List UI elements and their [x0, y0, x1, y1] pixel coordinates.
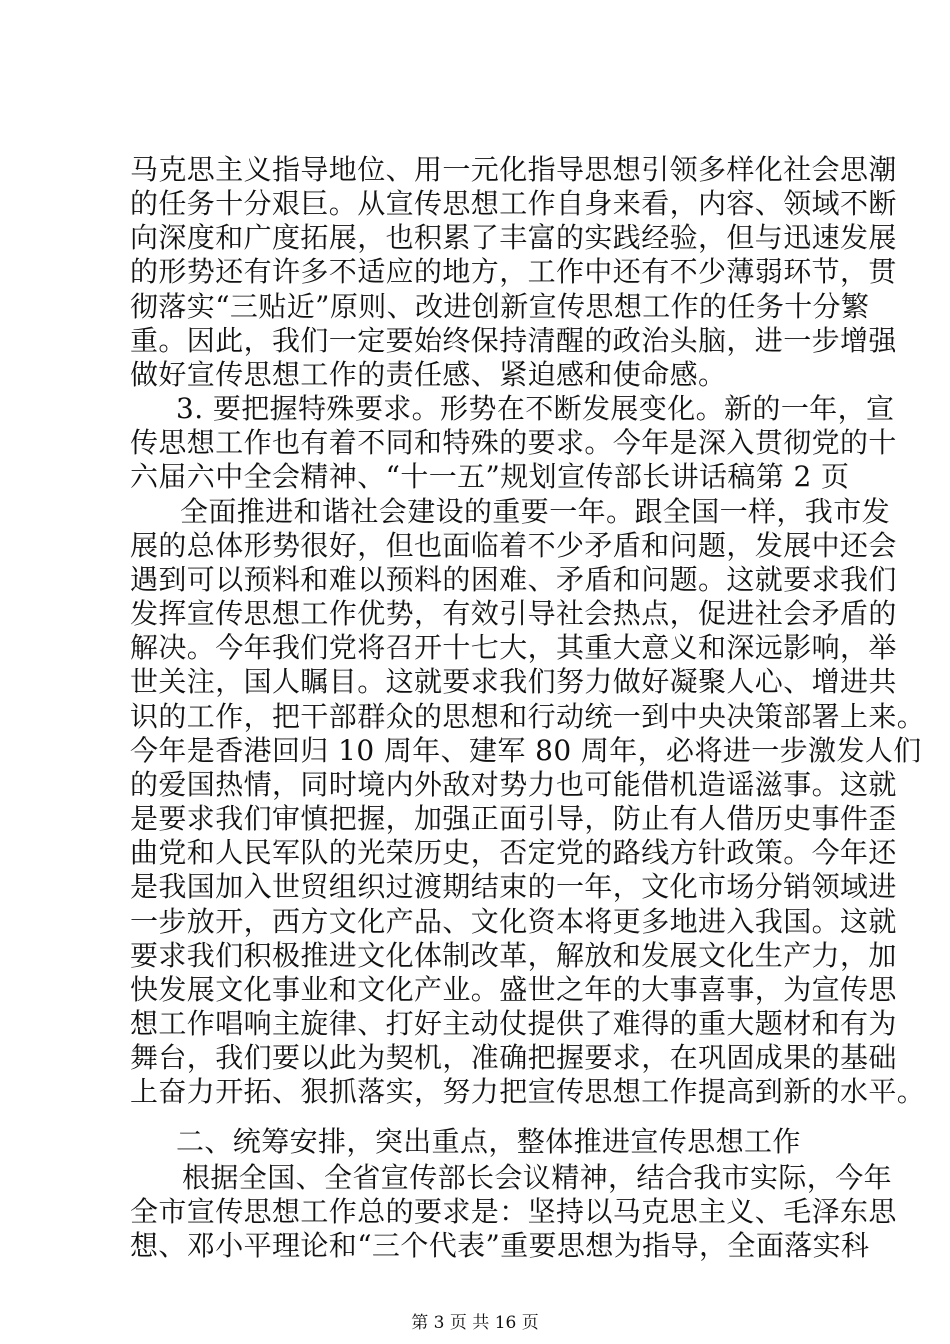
text-line: 一步放开，西方文化产品、文化资本将更多地进入我国。这就: [130, 905, 897, 938]
text-line: 发挥宣传思想工作优势，有效引导社会热点，促进社会矛盾的: [130, 597, 897, 630]
text-line: 舞台，我们要以此为契机，准确把握要求，在巩固成果的基础: [130, 1041, 897, 1074]
text-line: 的任务十分艰巨。从宣传思想工作自身来看，内容、领域不断: [130, 187, 897, 220]
text-line: 做好宣传思想工作的责任感、紧迫感和使命感。: [130, 358, 727, 391]
text-line: 的爱国热情，同时境内外敌对势力也可能借机造谣滋事。这就: [130, 768, 897, 801]
text-line: 世关注，国人瞩目。这就要求我们努力做好凝聚人心、增进共: [130, 665, 897, 698]
text-line: 全市宣传思想工作总的要求是：坚持以马克思主义、毛泽东思: [130, 1195, 897, 1228]
text-line: 展的总体形势很好，但也面临着不少矛盾和问题，发展中还会: [130, 529, 897, 562]
text-line: 曲党和人民军队的光荣历史，否定党的路线方针政策。今年还: [130, 836, 897, 869]
text-line: 传思想工作也有着不同和特殊的要求。今年是深入贯彻党的十: [130, 426, 897, 459]
text-line: 上奋力开拓、狠抓落实，努力把宣传思想工作提高到新的水平。: [130, 1075, 926, 1108]
text-line: 今年是香港回归 10 周年、建军 80 周年，必将进一步激发人们: [130, 734, 922, 767]
page-number: 第 3 页 共 16 页: [411, 1313, 539, 1333]
text-line: 彻落实“三贴近”原则、改进创新宣传思想工作的任务十分繁: [130, 290, 870, 323]
text-line: 识的工作，把干部群众的思想和行动统一到中央决策部署上来。: [130, 700, 926, 733]
text-line: 想、邓小平理论和“三个代表”重要思想为指导，全面落实科: [130, 1229, 870, 1262]
text-line: 要求我们积极推进文化体制改革，解放和发展文化生产力，加: [130, 939, 897, 972]
section-heading: 二、统筹安排，突出重点，整体推进宣传思想工作: [176, 1125, 801, 1158]
text-line: 想工作唱响主旋律、打好主动仗提供了难得的重大题材和有为: [130, 1007, 897, 1040]
text-line: 解决。今年我们党将召开十七大，其重大意义和深远影响，举: [130, 631, 897, 664]
text-line: 向深度和广度拓展，也积累了丰富的实践经验，但与迅速发展: [130, 221, 897, 254]
text-line: 马克思主义指导地位、用一元化指导思想引领多样化社会思潮: [130, 153, 897, 186]
text-line: 六届六中全会精神、“十一五”规划宣传部长讲话稿第 2 页: [130, 460, 850, 493]
text-line: 的形势还有许多不适应的地方，工作中还有不少薄弱环节，贯: [130, 255, 897, 288]
text-line: 是要求我们审慎把握，加强正面引导，防止有人借历史事件歪: [130, 802, 897, 835]
text-line: 全面推进和谐社会建设的重要一年。跟全国一样，我市发: [180, 495, 891, 528]
text-line: 重。因此，我们一定要始终保持清醒的政治头脑，进一步增强: [130, 324, 897, 357]
text-line: 是我国加入世贸组织过渡期结束的一年，文化市场分销领域进: [130, 870, 897, 903]
text-line: 3. 要把握特殊要求。形势在不断发展变化。新的一年，宣: [176, 392, 895, 425]
text-line: 遇到可以预料和难以预料的困难、矛盾和问题。这就要求我们: [130, 563, 897, 596]
text-line: 快发展文化事业和文化产业。盛世之年的大事喜事，为宣传思: [130, 973, 897, 1006]
text-line: 根据全国、全省宣传部长会议精神，结合我市实际，今年: [182, 1161, 893, 1194]
